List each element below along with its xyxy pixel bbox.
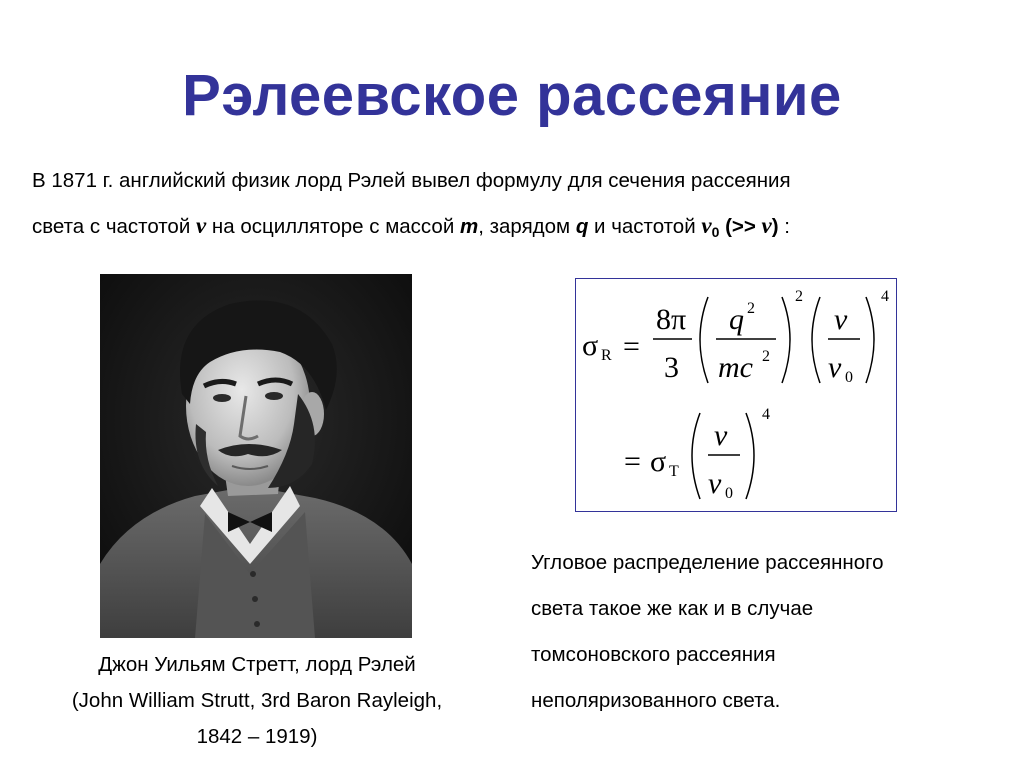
portrait-caption	[10, 647, 504, 755]
rayleigh-formula	[575, 278, 897, 512]
rayleigh-portrait	[100, 274, 412, 638]
intro-line-1: В 1871 г. английский физик лорд Рэлей вывел формулу для сечения рассеяния	[32, 169, 791, 192]
sigma-t-subscript: T	[669, 463, 679, 480]
intro-paragraph	[32, 158, 997, 255]
caption-line-3: 1842 – 1919)	[196, 725, 318, 748]
nu-denominator-2: ν	[708, 467, 722, 500]
nu0-subscript: 0	[711, 224, 720, 240]
angular-line-2: света такое же как и в случае	[531, 597, 814, 620]
sigma-r-symbol: σ	[582, 329, 599, 362]
intro-text-d: и частотой	[588, 215, 702, 238]
caption-line-1: Джон Уильям Стретт, лорд Рэлей	[98, 653, 416, 676]
intro-text-e: (>>	[719, 215, 762, 238]
intro-text-f: )	[771, 215, 779, 238]
row2-exponent: 4	[762, 406, 770, 423]
angular-distribution-note	[531, 540, 1001, 724]
portrait-illustration	[100, 274, 412, 638]
angular-line-3: томсоновского рассеяния	[531, 643, 776, 666]
nu0-symbol: ν	[701, 213, 712, 238]
intro-text-g: :	[778, 215, 790, 238]
equals-sign-2: =	[624, 445, 641, 478]
c-exponent: 2	[762, 348, 770, 365]
q-exponent: 2	[747, 300, 755, 317]
nu0-sub-2: 0	[725, 485, 733, 502]
intro-line-2	[32, 203, 997, 255]
charge-symbol: q	[575, 215, 589, 238]
nu-numerator-2: ν	[714, 419, 728, 452]
nu-denominator-1: ν	[828, 351, 842, 384]
formula-svg	[576, 279, 896, 511]
sigma-r-subscript: R	[601, 347, 612, 364]
intro-text-a: света с частотой	[32, 215, 196, 238]
equals-sign-1: =	[623, 330, 640, 363]
charge-q: q	[729, 303, 744, 336]
angular-line-1: Угловое распределение рассеянного	[531, 551, 884, 574]
intro-text-b: на осцилляторе с массой	[206, 215, 460, 238]
slide-title: Рэлеевское рассеяние	[182, 63, 842, 128]
intro-text-c: , зарядом	[478, 215, 576, 238]
mass-symbol: m	[459, 215, 479, 238]
nu-symbol: ν	[195, 213, 207, 238]
nu-numerator-1: ν	[834, 303, 848, 336]
nu0-sub-1: 0	[845, 369, 853, 386]
nu-symbol-2: ν	[761, 213, 772, 238]
group2-exponent: 4	[881, 288, 889, 305]
sigma-t-symbol: σ	[650, 445, 667, 478]
mass-mc: mc	[718, 351, 753, 384]
caption-line-2: (John William Strutt, 3rd Baron Rayleigh,	[71, 689, 443, 712]
const-denominator: 3	[664, 351, 679, 384]
group1-exponent: 2	[795, 288, 803, 305]
angular-line-4: неполяризованного света.	[531, 689, 781, 712]
const-numerator: 8π	[656, 303, 687, 336]
